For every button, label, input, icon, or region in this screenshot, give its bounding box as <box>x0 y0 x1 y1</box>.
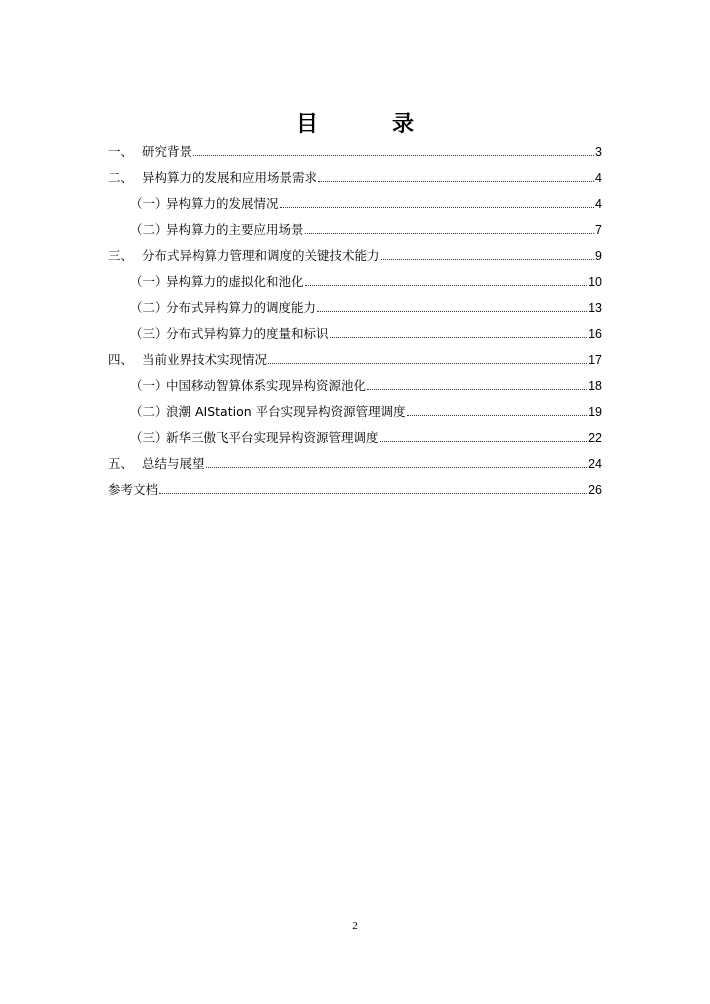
toc-entry-page: 10 <box>588 275 602 289</box>
toc-entry-page: 4 <box>595 171 602 185</box>
toc-entry-number: （一） <box>130 196 168 211</box>
toc-entry-references[interactable] <box>108 479 602 497</box>
toc-entry-number: 三、 <box>108 248 134 263</box>
toc-entry-page: 7 <box>595 223 602 237</box>
toc-entry-text: 异构算力的主要应用场景 <box>166 222 304 237</box>
toc-entry-text: 参考文档 <box>108 482 159 497</box>
leader-dots <box>159 492 587 494</box>
toc-entry-number: （三） <box>130 326 168 341</box>
toc-entry-number: 二、 <box>108 170 134 185</box>
toc-entry-number: （二） <box>130 404 168 419</box>
toc-entry-text: 异构算力的发展情况 <box>166 196 279 211</box>
toc-entry-text: 研究背景 <box>142 144 193 159</box>
toc-entry-text: 分布式异构算力的度量和标识 <box>166 326 329 341</box>
toc-entry-text: 当前业界技术实现情况 <box>142 352 268 367</box>
toc-entry-text: 异构算力的发展和应用场景需求 <box>142 170 318 185</box>
toc-entry-number: 四、 <box>108 352 134 367</box>
toc-entry-page: 26 <box>588 483 602 497</box>
page-title: 目 录 <box>295 112 440 137</box>
leader-dots <box>318 180 594 182</box>
toc-entry-number: （一） <box>130 274 168 289</box>
toc-entry-number: （二） <box>130 222 168 237</box>
toc-entry-inspur-aistation[interactable] <box>130 401 602 419</box>
toc-entry-text: 中国移动智算体系实现异构资源池化 <box>166 378 367 393</box>
toc-entry-number: （一） <box>130 378 168 393</box>
toc-entry-number: （二） <box>130 300 168 315</box>
leader-dots <box>268 362 587 364</box>
leader-dots <box>330 336 588 338</box>
leader-dots <box>305 232 595 234</box>
toc-entry-page: 13 <box>588 301 602 315</box>
toc-entry-development-status[interactable] <box>130 193 602 211</box>
toc-entry-key-technologies[interactable] <box>108 245 602 263</box>
toc-entry-measurement-identification[interactable] <box>130 323 602 341</box>
leader-dots <box>317 310 587 312</box>
toc-entry-virtualization-pooling[interactable] <box>130 271 602 289</box>
toc-entry-page: 18 <box>588 379 602 393</box>
toc-entry-h3c-aofei[interactable] <box>130 427 602 445</box>
toc-entry-industry-implementation[interactable] <box>108 349 602 367</box>
toc-entry-summary-outlook[interactable] <box>108 453 602 471</box>
toc-entry-page: 24 <box>588 457 602 471</box>
leader-dots <box>193 154 594 156</box>
toc-entry-page: 3 <box>595 145 602 159</box>
toc-entry-number: （三） <box>130 430 168 445</box>
toc-entry-number: 五、 <box>108 456 134 471</box>
toc-entry-text: 浪潮 AIStation 平台实现异构资源管理调度 <box>166 404 406 419</box>
toc-entry-page: 9 <box>595 249 602 263</box>
leader-dots <box>280 206 595 208</box>
page-number: 2 <box>352 920 358 932</box>
leader-dots <box>381 258 595 260</box>
leader-dots <box>305 284 588 286</box>
toc-entry-number: 一、 <box>108 144 134 159</box>
toc-entry-page: 19 <box>588 405 602 419</box>
toc-entry-development-and-scenarios[interactable] <box>108 167 602 185</box>
toc-entry-china-mobile[interactable] <box>130 375 602 393</box>
toc-entry-main-scenarios[interactable] <box>130 219 602 237</box>
toc-entry-text: 总结与展望 <box>142 456 205 471</box>
toc-entry-text: 分布式异构算力管理和调度的关键技术能力 <box>142 248 380 263</box>
toc-entry-text: 新华三傲飞平台实现异构资源管理调度 <box>166 430 379 445</box>
leader-dots <box>367 388 587 390</box>
toc-entry-page: 4 <box>595 197 602 211</box>
toc-entry-research-background[interactable] <box>108 141 602 159</box>
toc-entry-text: 异构算力的虚拟化和池化 <box>166 274 304 289</box>
toc-entry-text: 分布式异构算力的调度能力 <box>166 300 317 315</box>
leader-dots <box>206 466 588 468</box>
toc-entry-page: 16 <box>588 327 602 341</box>
toc-entry-page: 22 <box>588 431 602 445</box>
toc-entry-page: 17 <box>588 353 602 367</box>
toc-entry-scheduling-capability[interactable] <box>130 297 602 315</box>
leader-dots <box>380 440 588 442</box>
leader-dots <box>407 414 587 416</box>
